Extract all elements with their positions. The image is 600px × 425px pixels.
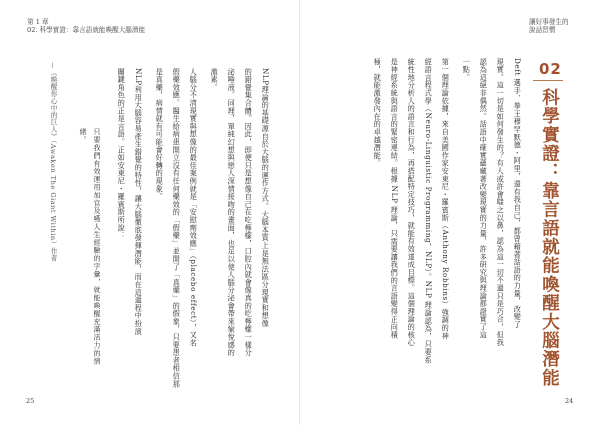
body-column: 現實。這一切是如何發生的？有人或許會嗤之以鼻，認為這一切不過只是巧合，但我 <box>496 58 506 347</box>
quote-line: 只要我們有效運用加官及嚥人生經驗的字彙，就能喚醒充滿活力的情 <box>93 128 101 365</box>
book-title-line: 讓好事發生的 <box>529 18 569 26</box>
page-number-left: 25 <box>26 397 35 405</box>
chapter-label: 第 1 章 <box>27 18 49 26</box>
body-column: 是真藥，病情就有可能會好轉的現象。 <box>155 68 165 201</box>
body-column: 一點。 <box>462 58 472 82</box>
body-column: 第一個理論依據，來自美國作家安東尼・羅賓斯（Anthony Robbins）強調的神 <box>441 58 451 340</box>
body-column: 是神經系統與語言的緊密連結。根據 NLP 理論，只需要讓我們的言語變得正向積 <box>390 58 400 339</box>
body-column: NLP利用大腦容易產生錯覺的特性，讓大腦徹底發揮潛能，而在這過程中扮演 <box>134 68 144 336</box>
left-running-head <box>27 18 145 34</box>
body-column: 假藥效應。醫生給病患開立沒有任何藥效的「假藥」並開了「真藥」的假象，只要患者相信那 <box>172 68 182 388</box>
quote-line: 緒。 <box>79 128 87 144</box>
body-column: 經語言程式學（Neuro-Linguistic Programming，NLP）。NLP 理論認為，只要系 <box>424 58 434 364</box>
body-column: Deft 選手、拳王穆罕默德・阿里，還有我自己，都曾藉著話語的力量，改變了 <box>513 58 523 329</box>
right-running-head <box>529 18 569 34</box>
body-column: 極，就能激發內在的卓越潛能。 <box>373 58 383 168</box>
chapter-number: 02 <box>539 60 562 78</box>
chapter-title: 科學實證：靠言語就能喚醒大腦潛能 <box>539 88 560 388</box>
body-column: 泌唾液。同理，單純幻想與戀人深情接吻的畫面，也足以使人腦分泌會帶來愉悅感的 <box>227 68 237 357</box>
chapter-rule <box>533 80 563 81</box>
section-label: 02. 科學實證：靠言語就能喚醒大腦潛能 <box>27 26 146 35</box>
body-column: 統性地分析人的語言和行為，再搭配特定技巧，就能有效達成目標。這個理論的核心 <box>407 58 417 347</box>
book-title-line: 說話習慣 <box>529 26 556 35</box>
body-column: 認為這絕非偶然。話語中確實蘊藏著改變現實的力量，許多研究與理論都證實了這 <box>479 58 489 339</box>
body-column: 關鍵角色的正是言語。正如安東尼・羅賓斯所說： <box>117 68 127 240</box>
quote-source: —《喚醒你心中的巨人》（Awaken The Giant Within）作者 <box>49 62 57 262</box>
body-column: 的錯覺集合體。因此，即便只是想像自己在吃檸檬，口腔內就會像真的吃檸檬一樣分 <box>244 68 254 357</box>
body-column: 人腦分不清現實與想像的最佳案例就是「安慰劑效應」（placebo effect），又名 <box>189 68 199 347</box>
body-column: 激素。 <box>210 68 220 92</box>
page-number-right: 24 <box>565 397 574 405</box>
body-column: NLP理論的基礎源自於大腦的運作方式。大腦本質上是無法區分現實和想像 <box>261 68 271 328</box>
